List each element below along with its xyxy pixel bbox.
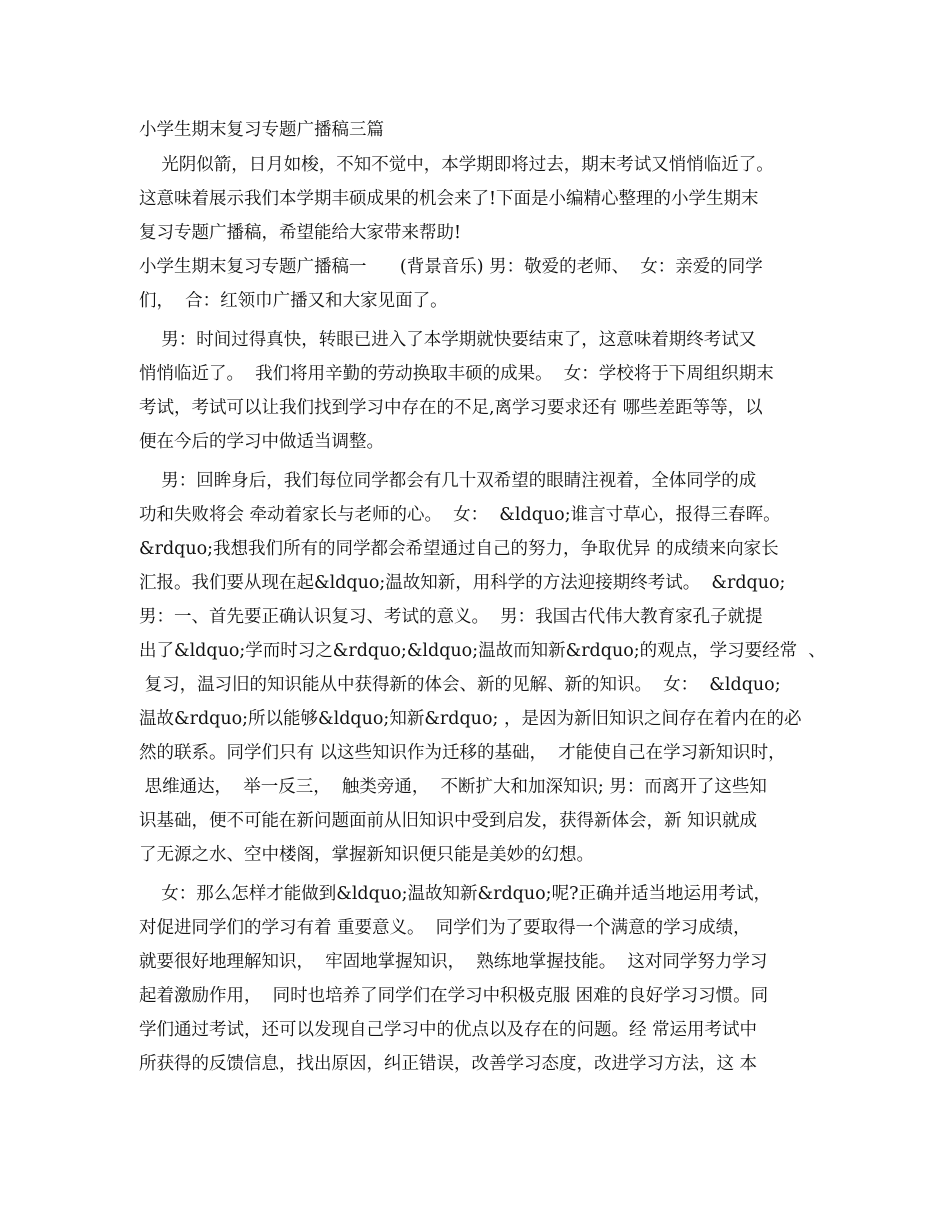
- paragraph-line: 复习专题广播稿，希望能给大家带来帮助!: [139, 223, 462, 243]
- paragraph-line: 考试，考试可以让我们找到学习中存在的不足,离学习要求还有 哪些差距等等，以: [139, 398, 763, 418]
- paragraph-line: 温故&rdquo;所以能够&ldquo;知新&rdquo; ，是因为新旧知识之间存在着内在的必: [139, 709, 802, 729]
- paragraph-line: 男：回眸身后，我们每位同学都会有几十双希望的眼睛注视着，全体同学的成: [139, 471, 757, 491]
- paragraph-line: 学们通过考试，还可以发现自己学习中的优点以及存在的问题。经 常运用考试中: [139, 1020, 758, 1040]
- document-title: 小学生期末复习专题广播稿三篇: [139, 120, 384, 140]
- paragraph-line: 功和失败将会 牵动着家长与老师的心。 女： &ldquo;谁言寸草心，报得三春晖。: [139, 505, 781, 525]
- paragraph-line: 男：一、首先要正确认识复习、考试的意义。 男：我国古代伟大教育家孔子就提: [139, 607, 763, 627]
- paragraph-line: 这意味着展示我们本学期丰硕成果的机会来了!下面是小编精心整理的小学生期末: [139, 189, 759, 209]
- paragraph-line: 出了&ldquo;学而时习之&rdquo;&ldquo;温故而知新&rdquo;的观点，学习要经常 、: [139, 641, 826, 661]
- section-heading-line: 小学生期末复习专题广播稿一 (背景音乐) 男：敬爱的老师、 女：亲爱的同学: [139, 257, 763, 277]
- paragraph-line: 所获得的反馈信息，找出原因，纠正错误，改善学习态度，改进学习方法，这 本: [139, 1054, 758, 1074]
- paragraph-line: 女：那么怎样才能做到&ldquo;温故知新&rdquo;呢?正确并适当地运用考试，: [139, 884, 771, 904]
- paragraph-line: 对促进同学们的学习有着 重要意义。 同学们为了要取得一个满意的学习成绩，: [139, 918, 751, 938]
- paragraph-line: 悄悄临近了。 我们将用辛勤的劳动换取丰硕的成果。 女：学校将于下周组织期末: [139, 364, 774, 384]
- paragraph-line: 复习，温习旧的知识能从中获得新的体会、新的见解、新的知识。 女： &ldquo;: [139, 675, 781, 695]
- paragraph-line: 汇报。我们要从现在起&ldquo;温故知新，用科学的方法迎接期终考试。 &rdquo;: [139, 573, 786, 593]
- paragraph-line: 们， 合：红领巾广播又和大家见面了。: [139, 291, 448, 311]
- paragraph-line: 光阴似箭，日月如梭，不知不觉中，本学期即将过去，期末考试又悄悄临近了。: [139, 155, 774, 175]
- paragraph-line: 便在今后的学习中做适当调整。: [139, 432, 384, 452]
- paragraph-line: &rdquo;我想我们所有的同学都会希望通过自己的努力，争取优异 的成绩来向家长: [139, 539, 779, 559]
- paragraph-line: 男：时间过得真快，转眼已进入了本学期就快要结束了，这意味着期终考试又: [139, 330, 757, 350]
- paragraph-line: 然的联系。同学们只有 以这些知识作为迁移的基础， 才能使自己在学习新知识时，: [139, 743, 786, 763]
- paragraph-line: 识基础，便不可能在新问题面前从旧知识中受到启发，获得新体会，新 知识就成: [139, 811, 758, 831]
- paragraph-line: 思维通达， 举一反三， 触类旁通， 不断扩大和加深知识; 男：而离开了这些知: [139, 777, 767, 797]
- paragraph-line: 了无源之水、空中楼阁，掌握新知识便只能是美妙的幻想。: [139, 845, 594, 865]
- paragraph-line: 就要很好地理解知识， 牢固地掌握知识， 熟练地掌握技能。 这对同学努力学习: [139, 952, 768, 972]
- paragraph-line: 起着激励作用， 同时也培养了同学们在学习中积极克服 困难的良好学习习惯。同: [139, 986, 769, 1006]
